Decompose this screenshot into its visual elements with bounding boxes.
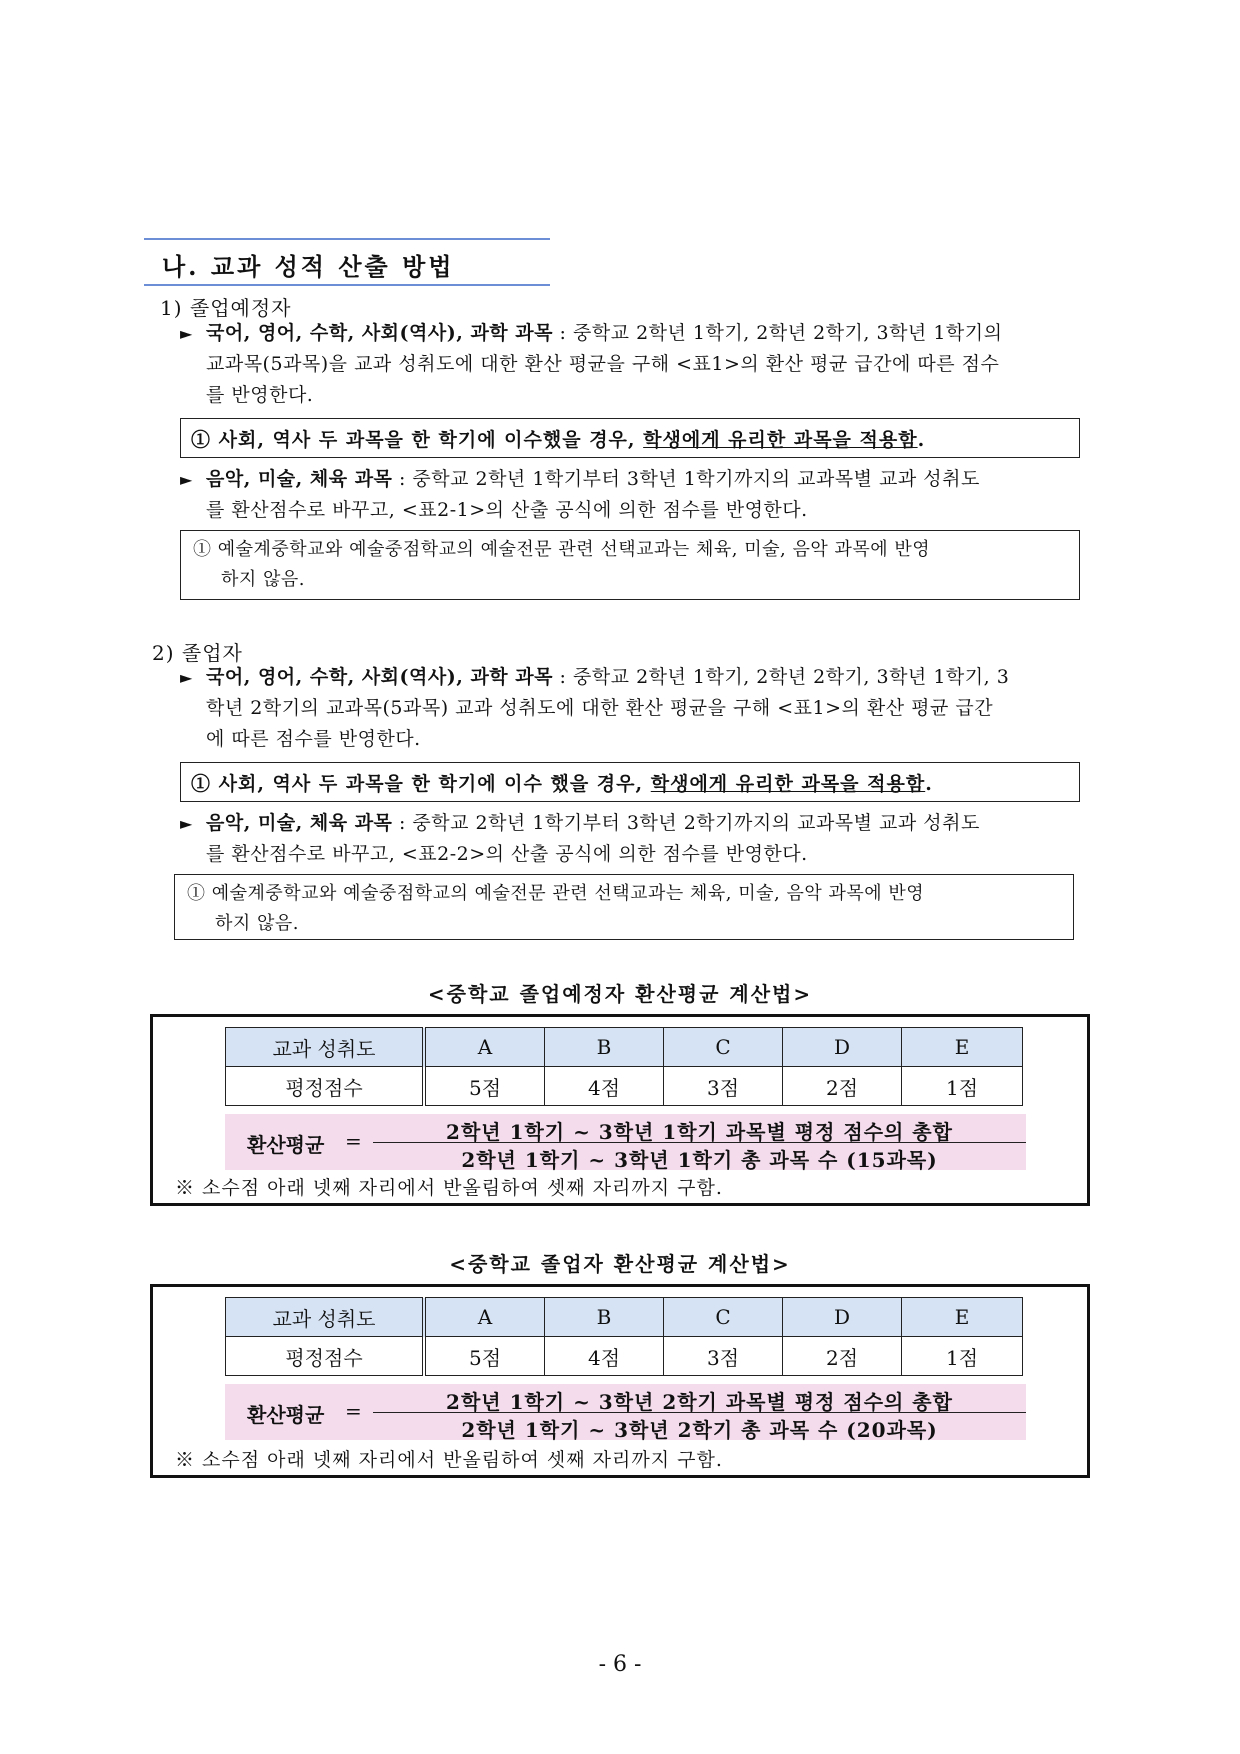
part1-note1-text: ① 사회, 역사 두 과목을 한 학기에 이수했을 경우, <box>191 429 644 451</box>
fraction-line <box>373 1412 1026 1413</box>
part2-item1-subjects: 국어, 영어, 수학, 사회(역사), 과학 과목 <box>206 666 553 688</box>
table1-box <box>150 1014 1090 1206</box>
part1-note1-underline: 학생에게 유리한 과목을 적용함 <box>643 429 918 451</box>
table2-caption: <중학교 졸업자 환산평균 계산법> <box>449 1252 791 1276</box>
part1-note1 <box>180 418 1080 458</box>
table1-header-cell: C <box>664 1028 783 1067</box>
table1-grade-table <box>225 1027 1023 1106</box>
arrow-icon: ► <box>180 470 193 489</box>
table2-header-cell: E <box>902 1298 1023 1337</box>
part1-item1 <box>180 318 1104 411</box>
fraction-line <box>373 1142 1026 1143</box>
table1-header-cell: B <box>545 1028 664 1067</box>
part1-note1-end: . <box>917 429 926 451</box>
part1-note2-line2: 하지 않음. <box>221 569 305 590</box>
table2-box <box>150 1284 1090 1478</box>
table2-cell: 5점 <box>424 1337 545 1376</box>
table1-cell: 2점 <box>783 1067 902 1106</box>
part2-item1-text3: 에 따른 점수를 반영한다. <box>206 728 421 750</box>
table1-formula-denominator: 2학년 1학기 ~ 3학년 1학기 총 과목 수 (15과목) <box>461 1148 938 1172</box>
table2-formula-eq: = <box>345 1399 362 1423</box>
page-number: - 6 - <box>598 1652 642 1677</box>
table2-header-cell: D <box>783 1298 902 1337</box>
table2-header-cell: C <box>664 1298 783 1337</box>
part1-item2 <box>180 464 1104 526</box>
table2-cell: 1점 <box>902 1337 1023 1376</box>
table2-header-cell: 교과 성취도 <box>226 1298 425 1337</box>
part2-note2-line2: 하지 않음. <box>215 913 299 934</box>
table2-formula <box>225 1384 1026 1440</box>
table1-header-row <box>226 1028 1023 1067</box>
table1-cell: 3점 <box>664 1067 783 1106</box>
table1-cell: 5점 <box>424 1067 545 1106</box>
table2-cell: 평정점수 <box>226 1337 425 1376</box>
table1-header-cell: 교과 성취도 <box>226 1028 425 1067</box>
table1-header-cell: E <box>902 1028 1023 1067</box>
part1-item1-text1: : 중학교 2학년 1학기, 2학년 2학기, 3학년 1학기의 <box>552 322 1003 344</box>
part1-heading: 1) 졸업예정자 <box>160 296 292 320</box>
table1-formula-numerator: 2학년 1학기 ~ 3학년 1학기 과목별 평정 점수의 총합 <box>446 1120 953 1144</box>
part2-note1-end: . <box>925 773 933 795</box>
part2-item2 <box>180 808 1104 870</box>
part2-item2-text1: : 중학교 2학년 1학기부터 3학년 2학기까지의 교과목별 교과 성취도 <box>392 812 980 834</box>
part1-item1-subjects: 국어, 영어, 수학, 사회(역사), 과학 과목 <box>206 322 553 344</box>
arrow-icon: ► <box>180 324 193 343</box>
part2-item2-text2: 를 환산점수로 바꾸고, <표2-2>의 산출 공식에 의한 점수를 반영한다. <box>206 843 808 865</box>
part1-note2 <box>180 530 1080 600</box>
part1-note2-line1: ① 예술계중학교와 예술중점학교의 예술전문 관련 선택교과는 체육, 미술, 음악 과목에 반영 <box>193 539 931 560</box>
part2-item2-subjects: 음악, 미술, 체육 과목 <box>206 812 393 834</box>
part1-item2-text2: 를 환산점수로 바꾸고, <표2-1>의 산출 공식에 의한 점수를 반영한다. <box>206 499 808 521</box>
part1-item1-text2: 교과목(5과목)을 교과 성취도에 대한 환산 평균을 구해 <표1>의 환산 평균 급간에 따른 점수 <box>206 353 1000 375</box>
table2-cell: 3점 <box>664 1337 783 1376</box>
part2-heading: 2) 졸업자 <box>152 641 243 665</box>
table1-cell: 평정점수 <box>226 1067 425 1106</box>
part2-item1-text1: : 중학교 2학년 1학기, 2학년 2학기, 3학년 1학기, 3 <box>552 666 1010 688</box>
table1-cell: 1점 <box>902 1067 1023 1106</box>
table1-formula-eq: = <box>345 1129 362 1153</box>
part2-note1-underline: 학생에게 유리한 과목을 적용함 <box>650 773 926 795</box>
table2-header-cell: B <box>545 1298 664 1337</box>
part1-item2-text1: : 중학교 2학년 1학기부터 3학년 1학기까지의 교과목별 교과 성취도 <box>392 468 980 490</box>
table1-score-row <box>226 1067 1023 1106</box>
part2-note2-line1: ① 예술계중학교와 예술중점학교의 예술전문 관련 선택교과는 체육, 미술, 음악 과목에 반영 <box>187 883 925 904</box>
section-title-box <box>144 238 550 286</box>
table1-header-cell: D <box>783 1028 902 1067</box>
table2-grade-table <box>225 1297 1023 1376</box>
part1-item2-subjects: 음악, 미술, 체육 과목 <box>206 468 393 490</box>
table2-score-row <box>226 1337 1023 1376</box>
table2-cell: 4점 <box>545 1337 664 1376</box>
table2-header-row <box>226 1298 1023 1337</box>
table1-formula <box>225 1114 1026 1170</box>
table1-formula-lhs: 환산평균 <box>247 1133 325 1157</box>
part1-item1-text3: 를 반영한다. <box>206 384 314 406</box>
table2-formula-denominator: 2학년 1학기 ~ 3학년 2학기 총 과목 수 (20과목) <box>461 1418 938 1442</box>
arrow-icon: ► <box>180 814 193 833</box>
part2-note1 <box>180 762 1080 802</box>
table2-formula-lhs: 환산평균 <box>247 1403 325 1427</box>
table1-cell: 4점 <box>545 1067 664 1106</box>
section-title: 나. 교과 성적 산출 방법 <box>162 252 455 281</box>
table1-header-cell: A <box>424 1028 545 1067</box>
arrow-icon: ► <box>180 668 193 687</box>
part2-note2 <box>174 874 1074 940</box>
table1-remark: ※ 소수점 아래 넷째 자리에서 반올림하여 셋째 자리까지 구함. <box>175 1177 723 1199</box>
table2-cell: 2점 <box>783 1337 902 1376</box>
table2-remark: ※ 소수점 아래 넷째 자리에서 반올림하여 셋째 자리까지 구함. <box>175 1449 723 1471</box>
part2-note1-text: ① 사회, 역사 두 과목을 한 학기에 이수 했을 경우, <box>191 773 651 795</box>
table2-header-cell: A <box>424 1298 545 1337</box>
table2-formula-numerator: 2학년 1학기 ~ 3학년 2학기 과목별 평정 점수의 총합 <box>446 1390 953 1414</box>
part2-item1 <box>180 662 1104 755</box>
table1-caption: <중학교 졸업예정자 환산평균 계산법> <box>427 982 813 1006</box>
part2-item1-text2: 학년 2학기의 교과목(5과목) 교과 성취도에 대한 환산 평균을 구해 <표1>의 환산 평균 급간 <box>206 697 994 719</box>
